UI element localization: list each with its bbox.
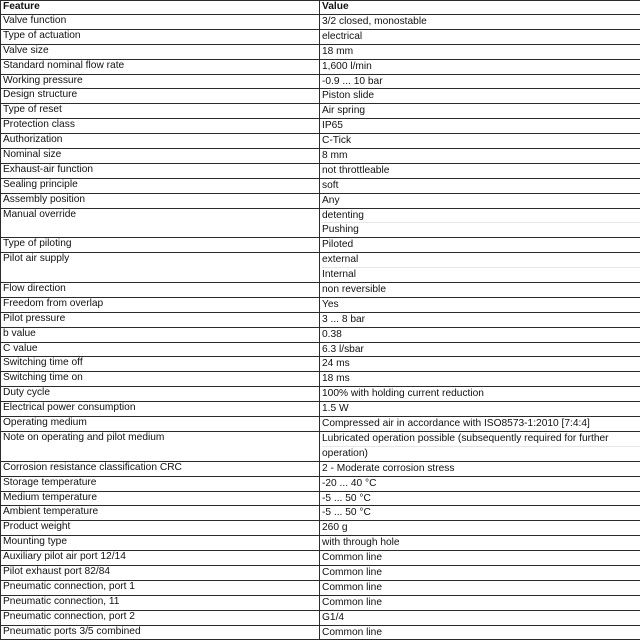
- value-cell: [320, 104, 640, 119]
- value-cell: [320, 74, 640, 89]
- value-cell: [320, 357, 640, 372]
- table-row: [1, 521, 640, 536]
- value-cell: [320, 387, 640, 402]
- value-cell: [320, 625, 640, 640]
- feature-cell: Exhaust-air function: [1, 163, 320, 178]
- value-cell: [320, 595, 640, 610]
- table-row: [1, 29, 640, 44]
- feature-cell: Valve size: [1, 44, 320, 59]
- value-cell: [320, 253, 640, 283]
- table-row: [1, 417, 640, 432]
- value-line: soft: [322, 179, 640, 193]
- table-row: [1, 580, 640, 595]
- value-line: 24 ms: [322, 357, 640, 371]
- table-row: [1, 238, 640, 253]
- value-line: 8 mm: [322, 149, 640, 163]
- feature-cell: Freedom from overlap: [1, 297, 320, 312]
- value-cell: [320, 476, 640, 491]
- feature-cell: Pneumatic ports 3/5 combined: [1, 625, 320, 640]
- feature-cell: Type of actuation: [1, 29, 320, 44]
- feature-cell: Electrical power consumption: [1, 402, 320, 417]
- table-row: [1, 342, 640, 357]
- table-header-row: [1, 1, 640, 15]
- header-value: Value: [320, 1, 640, 15]
- table-row: [1, 506, 640, 521]
- feature-cell: Flow direction: [1, 283, 320, 298]
- value-cell: [320, 417, 640, 432]
- value-cell: [320, 163, 640, 178]
- table-row: [1, 372, 640, 387]
- table-row: [1, 625, 640, 640]
- feature-cell: Manual override: [1, 208, 320, 238]
- value-cell: [320, 536, 640, 551]
- value-line: Lubricated operation possible (subsequently required for further: [322, 432, 640, 447]
- feature-cell: Sealing principle: [1, 178, 320, 193]
- table-row: [1, 44, 640, 59]
- value-cell: [320, 342, 640, 357]
- feature-cell: Working pressure: [1, 74, 320, 89]
- value-line: 6.3 l/sbar: [322, 343, 640, 357]
- table-row: [1, 134, 640, 149]
- value-cell: [320, 208, 640, 238]
- value-cell: [320, 521, 640, 536]
- table-row: [1, 551, 640, 566]
- value-cell: [320, 238, 640, 253]
- table-row: [1, 297, 640, 312]
- table-row: [1, 461, 640, 476]
- value-line: Air spring: [322, 104, 640, 118]
- table-row: [1, 104, 640, 119]
- feature-cell: Ambient temperature: [1, 506, 320, 521]
- table-row: [1, 178, 640, 193]
- value-cell: [320, 431, 640, 461]
- feature-cell: Corrosion resistance classification CRC: [1, 461, 320, 476]
- value-line: 3 ... 8 bar: [322, 313, 640, 327]
- table-row: [1, 610, 640, 625]
- value-line: non reversible: [322, 283, 640, 297]
- value-line: C-Tick: [322, 134, 640, 148]
- table-row: [1, 193, 640, 208]
- feature-cell: Pneumatic connection, port 2: [1, 610, 320, 625]
- table-row: [1, 208, 640, 238]
- feature-cell: Assembly position: [1, 193, 320, 208]
- table-row: [1, 595, 640, 610]
- value-line: detenting: [322, 209, 640, 224]
- value-cell: [320, 372, 640, 387]
- value-line: operation): [322, 447, 640, 461]
- feature-cell: Pneumatic connection, port 1: [1, 580, 320, 595]
- table-row: [1, 536, 640, 551]
- value-line: -20 ... 40 °C: [322, 477, 640, 491]
- feature-cell: Switching time on: [1, 372, 320, 387]
- value-line: not throttleable: [322, 164, 640, 178]
- value-cell: [320, 15, 640, 30]
- value-cell: [320, 491, 640, 506]
- value-line: Any: [322, 194, 640, 208]
- value-cell: [320, 551, 640, 566]
- feature-cell: Valve function: [1, 15, 320, 30]
- table-row: [1, 74, 640, 89]
- value-cell: [320, 312, 640, 327]
- value-cell: [320, 327, 640, 342]
- table-row: [1, 312, 640, 327]
- feature-cell: Operating medium: [1, 417, 320, 432]
- feature-cell: C value: [1, 342, 320, 357]
- table-row: [1, 119, 640, 134]
- value-cell: [320, 193, 640, 208]
- feature-cell: Nominal size: [1, 149, 320, 164]
- value-cell: [320, 402, 640, 417]
- value-line: 0.38: [322, 328, 640, 342]
- value-cell: [320, 44, 640, 59]
- feature-cell: Auxiliary pilot air port 12/14: [1, 551, 320, 566]
- value-cell: [320, 297, 640, 312]
- feature-cell: Note on operating and pilot medium: [1, 431, 320, 461]
- table-body: [1, 15, 640, 640]
- value-line: Piloted: [322, 238, 640, 252]
- value-line: with through hole: [322, 536, 640, 550]
- value-cell: [320, 89, 640, 104]
- feature-cell: Mounting type: [1, 536, 320, 551]
- table-row: [1, 327, 640, 342]
- feature-cell: Standard nominal flow rate: [1, 59, 320, 74]
- value-line: external: [322, 253, 640, 268]
- table-row: [1, 357, 640, 372]
- feature-cell: Product weight: [1, 521, 320, 536]
- table-row: [1, 491, 640, 506]
- feature-cell: Pilot exhaust port 82/84: [1, 565, 320, 580]
- table-row: [1, 163, 640, 178]
- value-line: Compressed air in accordance with ISO8573-1:2010 [7:4:4]: [322, 417, 640, 431]
- table-row: [1, 387, 640, 402]
- feature-cell: Duty cycle: [1, 387, 320, 402]
- feature-cell: Type of piloting: [1, 238, 320, 253]
- table-row: [1, 59, 640, 74]
- value-cell: [320, 119, 640, 134]
- value-line: Common line: [322, 566, 640, 580]
- value-line: G1/4: [322, 611, 640, 625]
- value-cell: [320, 610, 640, 625]
- value-line: Common line: [322, 551, 640, 565]
- table-row: [1, 253, 640, 283]
- value-line: 100% with holding current reduction: [322, 387, 640, 401]
- value-cell: [320, 580, 640, 595]
- value-cell: [320, 283, 640, 298]
- feature-cell: Design structure: [1, 89, 320, 104]
- value-cell: [320, 461, 640, 476]
- value-line: Common line: [322, 596, 640, 610]
- feature-cell: Protection class: [1, 119, 320, 134]
- value-line: 1,600 l/min: [322, 60, 640, 74]
- table-row: [1, 89, 640, 104]
- value-line: -5 ... 50 °C: [322, 492, 640, 506]
- value-line: Internal: [322, 268, 640, 282]
- table-row: [1, 402, 640, 417]
- feature-cell: Storage temperature: [1, 476, 320, 491]
- value-cell: [320, 506, 640, 521]
- value-line: -0.9 ... 10 bar: [322, 75, 640, 89]
- value-line: 18 mm: [322, 45, 640, 59]
- value-line: Common line: [322, 581, 640, 595]
- value-line: IP65: [322, 119, 640, 133]
- header-feature: Feature: [1, 1, 320, 15]
- table-row: [1, 283, 640, 298]
- value-line: 260 g: [322, 521, 640, 535]
- value-line: -5 ... 50 °C: [322, 506, 640, 520]
- value-cell: [320, 178, 640, 193]
- value-cell: [320, 29, 640, 44]
- value-line: 2 - Moderate corrosion stress: [322, 462, 640, 476]
- feature-cell: Pilot air supply: [1, 253, 320, 283]
- table-row: [1, 15, 640, 30]
- feature-cell: Pilot pressure: [1, 312, 320, 327]
- value-line: Pushing: [322, 223, 640, 237]
- value-line: electrical: [322, 30, 640, 44]
- value-cell: [320, 565, 640, 580]
- value-line: Yes: [322, 298, 640, 312]
- value-line: 3/2 closed, monostable: [322, 15, 640, 29]
- feature-cell: Pneumatic connection, 11: [1, 595, 320, 610]
- table-row: [1, 149, 640, 164]
- feature-cell: Switching time off: [1, 357, 320, 372]
- value-line: 1.5 W: [322, 402, 640, 416]
- value-line: 18 ms: [322, 372, 640, 386]
- feature-cell: Type of reset: [1, 104, 320, 119]
- feature-cell: b value: [1, 327, 320, 342]
- feature-cell: Medium temperature: [1, 491, 320, 506]
- feature-cell: Authorization: [1, 134, 320, 149]
- table-row: [1, 565, 640, 580]
- value-cell: [320, 59, 640, 74]
- table-row: [1, 431, 640, 461]
- value-line: Common line: [322, 626, 640, 640]
- value-line: Piston slide: [322, 89, 640, 103]
- value-cell: [320, 149, 640, 164]
- value-cell: [320, 134, 640, 149]
- table-row: [1, 476, 640, 491]
